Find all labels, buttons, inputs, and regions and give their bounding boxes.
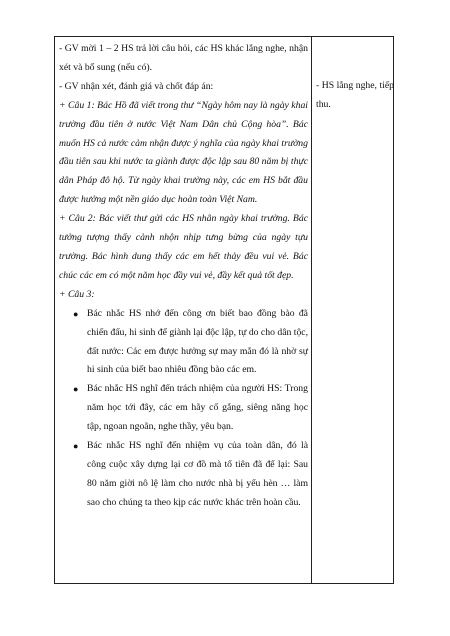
bullet-icon: ● bbox=[73, 308, 79, 319]
answer-question-3-label: + Câu 3: bbox=[59, 288, 95, 300]
bullet-icon: ● bbox=[73, 441, 79, 452]
list-item-text: Bác nhắc HS nghĩ đến trách nhiệm của người HS: Trong năm học tới đây, các em hãy cố gắng, siêng năng học tập, ngoan ngoãn, nghe thầy, yêu bạn. bbox=[87, 383, 308, 433]
teacher-activity-cell bbox=[59, 40, 308, 513]
bullet-icon: ● bbox=[73, 384, 79, 395]
answer-question-1: + Câu 1: Bác Hồ đã viết trong thư “Ngày hôm nay là ngày khai trường đầu tiên ở nước Việt Nam Dân chủ Cộng hòa”. Bác muốn HS cả nước cảm nhận được ý nghĩa của ngày khai trường đầu tiên sau khi nước ta giành được độc lập sau 80 năm bị thực dân Pháp đô hộ. Từ ngày khai trường này, các em HS bắt đầu được hưởng một nền giáo dục hoàn toàn Việt Nam. bbox=[59, 99, 308, 206]
instruction-paragraph: - GV mời 1 – 2 HS trả lời câu hỏi, các HS khác lắng nghe, nhận xét và bổ sung (nếu có). bbox=[59, 43, 308, 73]
answer-question-2: + Câu 2: Bác viết thư gửi các HS nhân ngày khai trường. Bác tưởng tượng thấy cảnh nhộn nhịp tưng bừng của ngày tựu trường. Bác hình dung thấy các em hết thảy đều vui vẻ. Bác chúc các em có một năm học đầy vui vẻ, đầy kết quả tốt đẹp. bbox=[59, 213, 308, 281]
student-activity-cell bbox=[316, 77, 394, 115]
list-item-text: Bác nhắc HS nghĩ đến nhiệm vụ của toàn dân, đó là công cuộc xây dựng lại cơ đồ mà tổ tiên đã để lại: Sau 80 năm giời nô lệ làm cho nước nhà bị yếu hèn … làm sao cho chúng ta theo kịp các nước khác trên hoàn cầu. bbox=[87, 440, 308, 508]
list-item bbox=[59, 380, 308, 437]
lesson-table bbox=[54, 36, 394, 584]
student-response: - HS lắng nghe, tiếp thu. bbox=[316, 80, 394, 110]
column-divider bbox=[311, 37, 312, 583]
list-item-text: Bác nhắc HS nhớ đến công ơn biết bao đồng bào đã chiến đấu, hi sinh để giành lại độc lập, tự do cho dân tộc, đất nước: Các em được hưởng sự may mắn đó là nhờ sự hi sinh của biết bao nhiêu đồng bào các em. bbox=[87, 307, 309, 376]
instruction-paragraph: - GV nhận xét, đánh giá và chốt đáp án: bbox=[59, 80, 214, 92]
answer-question-3-list bbox=[59, 305, 308, 513]
list-item bbox=[59, 437, 308, 513]
list-item bbox=[59, 305, 308, 381]
